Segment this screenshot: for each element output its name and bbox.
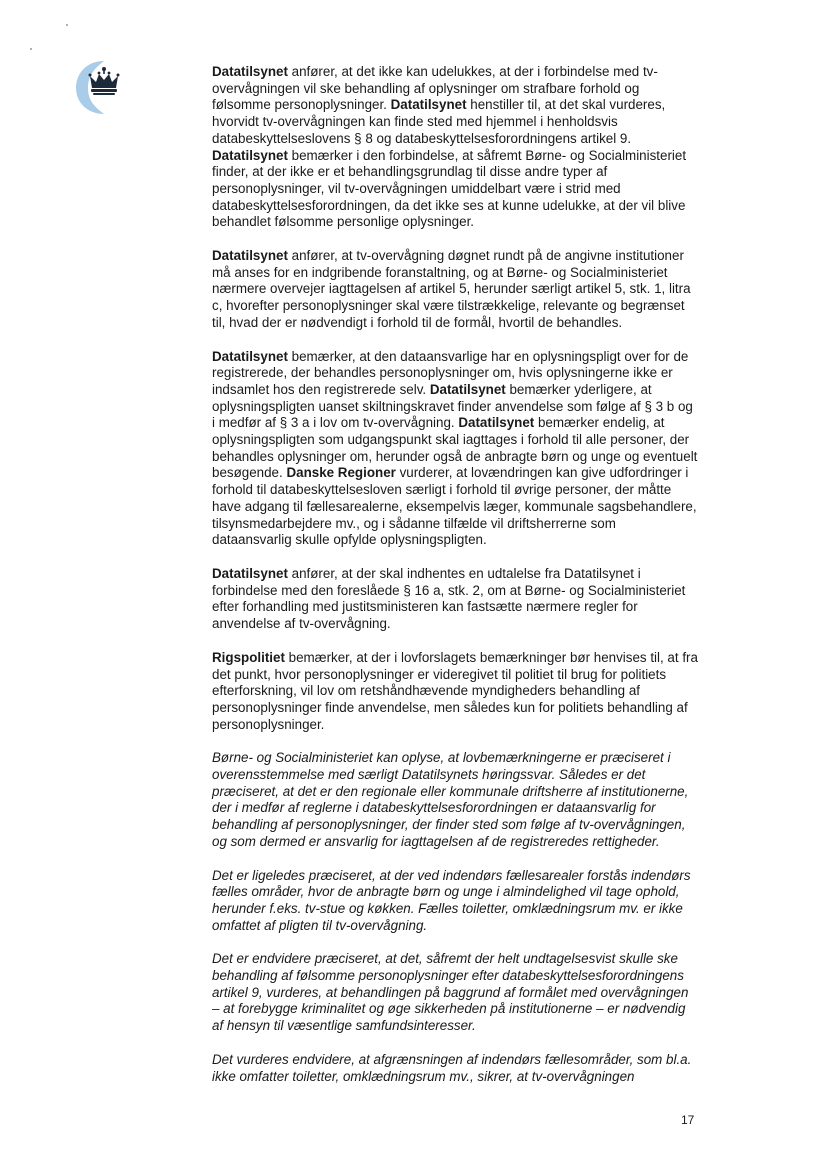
paragraph: [212, 248, 698, 332]
paragraph-text: vurderer, at lovændringen kan give udfordringer i forhold til databeskyttelsesloven særligt i forhold til øvrige personer, der måtte have adgang til fællesarealerne, eksempelvis læger, kommunale sagsbehandlere, tilsynsmedarbejdere mv., og i sådanne tilfælde vil driftsherrerne som dataansvarlig skulle opfylde oplysningspligten.: [212, 465, 697, 548]
paragraph-text: bemærker, at der i lovforslagets bemærkninger bør henvises til, at fra det punkt, hvor personoplysninger er videregivet til politiet til brug for politiets efterforskning, vil lov om retshåndhævende myndigheders behandling af personoplysninger finde anvendelse, men således kun for politiets behandling af personoplysninger.: [212, 649, 698, 732]
paragraph-text: Børne- og Socialministeriet kan oplyse, at lovbemærkningerne er præciseret i overensstemmelse med særligt Datatilsynets høringssvar. Således er det præciseret, at det er den regionale eller kommunale driftsherre af institutionerne, der i medfør af reglerne i databeskyttelsesforordningen er dataansvarlig for behandling af personoplysninger, der finder sted som følge af tv-overvågningen, og som dermed er ansvarlig for iagttagelsen af de registreredes rettigheder.: [212, 750, 689, 849]
paragraph-text: bemærker endelig, at oplysningspligten som udgangspunkt skal iagttages i forhold til alle personer, der behandles oplysninger om, herunder også de anbragte børn og unge og eventuelt besøgende.: [212, 415, 698, 481]
paragraph: [212, 64, 698, 231]
scan-speck: [66, 24, 68, 26]
paragraph-text: henstiller til, at det skal vurderes, hvorvidt tv-overvågningen kan finde sted med hjemmel i henholdsvis databeskyttelseslovens § 8 og databeskyttelsesforordningens artikel 9.: [212, 97, 666, 146]
paragraph-text: Det vurderes endvidere, at afgrænsningen af indendørs fællesområder, som bl.a. ikke omfatter toiletter, omklædningsrum mv., sikrer, at tv-overvågningen: [212, 1051, 692, 1084]
paragraph: [212, 750, 698, 850]
paragraph-text: anfører, at tv-overvågning døgnet rundt på de angivne institutioner må anses for en indgribende foranstaltning, og at Børne- og Socialministeriet nærmere overvejer iagttagelsen af artikel 5, herunder særligt artikel 5, stk. 1, litra c, hvorefter personoplysninger skal være tilstrækkelige, relevante og begrænset til, hvad der er nødvendigt i forhold til de formål, hvortil de behandles.: [212, 248, 691, 330]
paragraph: [212, 349, 698, 549]
scan-speck: [30, 48, 32, 50]
paragraph-text: bemærker yderligere, at oplysningspligten uanset skiltningskravet finder anvendelse som følge af § 3 b og i medfør af § 3 a i lov om tv-overvågning.: [212, 381, 693, 431]
paragraph-text: bemærker, at den dataansvarlige har en oplysningspligt over for de registrerede, der behandles personoplysninger om, hvis oplysningerne ikke er indsamlet hos den registrerede selv.: [212, 348, 689, 397]
party-name: Datatilsynet: [390, 97, 467, 113]
paragraph-text: anfører, at det ikke kan udelukkes, at der i forbindelse med tv-overvågningen vil ske behandling af oplysninger om strafbare forhold og følsomme personoplysninger.: [212, 64, 658, 113]
paragraph-text: Det er endvidere præciseret, at det, såfremt der helt undtagelsesvist skulle ske behandling af følsomme personoplysninger efter databeskyttelsesforordningens artikel 9, vurderes, at behandlingen på baggrund af formålet med overvågningen – at forebygge kriminalitet og øge sikkerheden på institutionerne – er nødvendig af hensyn til væsentlige samfundsinteresser.: [212, 951, 689, 1034]
party-name: Datatilsynet: [212, 348, 288, 364]
party-name: Datatilsynet: [212, 64, 288, 79]
paragraph: [212, 1052, 698, 1085]
party-name: Rigspolitiet: [212, 649, 285, 665]
paragraph: [212, 566, 698, 633]
page-number: 17: [681, 1113, 695, 1127]
party-name: Datatilsynet: [429, 381, 506, 397]
paragraph: [212, 650, 698, 734]
crown-crest-logo-icon: [74, 58, 130, 116]
party-name: Datatilsynet: [212, 147, 288, 163]
paragraph: [212, 951, 698, 1035]
party-name: Datatilsynet: [458, 415, 535, 431]
paragraph-text: anfører, at der skal indhentes en udtalelse fra Datatilsynet i forbindelse med den foreslåede § 16 a, stk. 2, om at Børne- og Socialministeriet efter forhandling med justitsministeren kan fastsætte nærmere regler for anvendelse af tv-overvågning.: [212, 565, 686, 632]
party-name: Datatilsynet: [212, 565, 288, 581]
paragraph-text: bemærker i den forbindelse, at såfremt Børne- og Socialministeriet finder, at der ikke er et behandlingsgrundlag til disse andre typer af personoplysninger, vil tv-overvågningen umiddelbart være i strid med databeskyttelsesforordningen, da det ikke ses at kunne udelukke, at der vil blive behandlet følsomme personlige oplysninger.: [212, 147, 687, 230]
party-name: Danske Regioner: [286, 465, 396, 481]
document-body: [212, 64, 698, 1102]
paragraph: [212, 868, 698, 935]
paragraph-text: Det er ligeledes præciseret, at der ved indendørs fællesarealer forstås indendørs fælles områder, hvor de anbragte børn og unge i almindelighed vil tage ophold, herunder f.eks. tv-stue og køkken. Fælles toiletter, omklædningsrum mv. er ikke omfattet af pligten til tv-overvågning.: [212, 867, 691, 933]
party-name: Datatilsynet: [212, 248, 288, 264]
